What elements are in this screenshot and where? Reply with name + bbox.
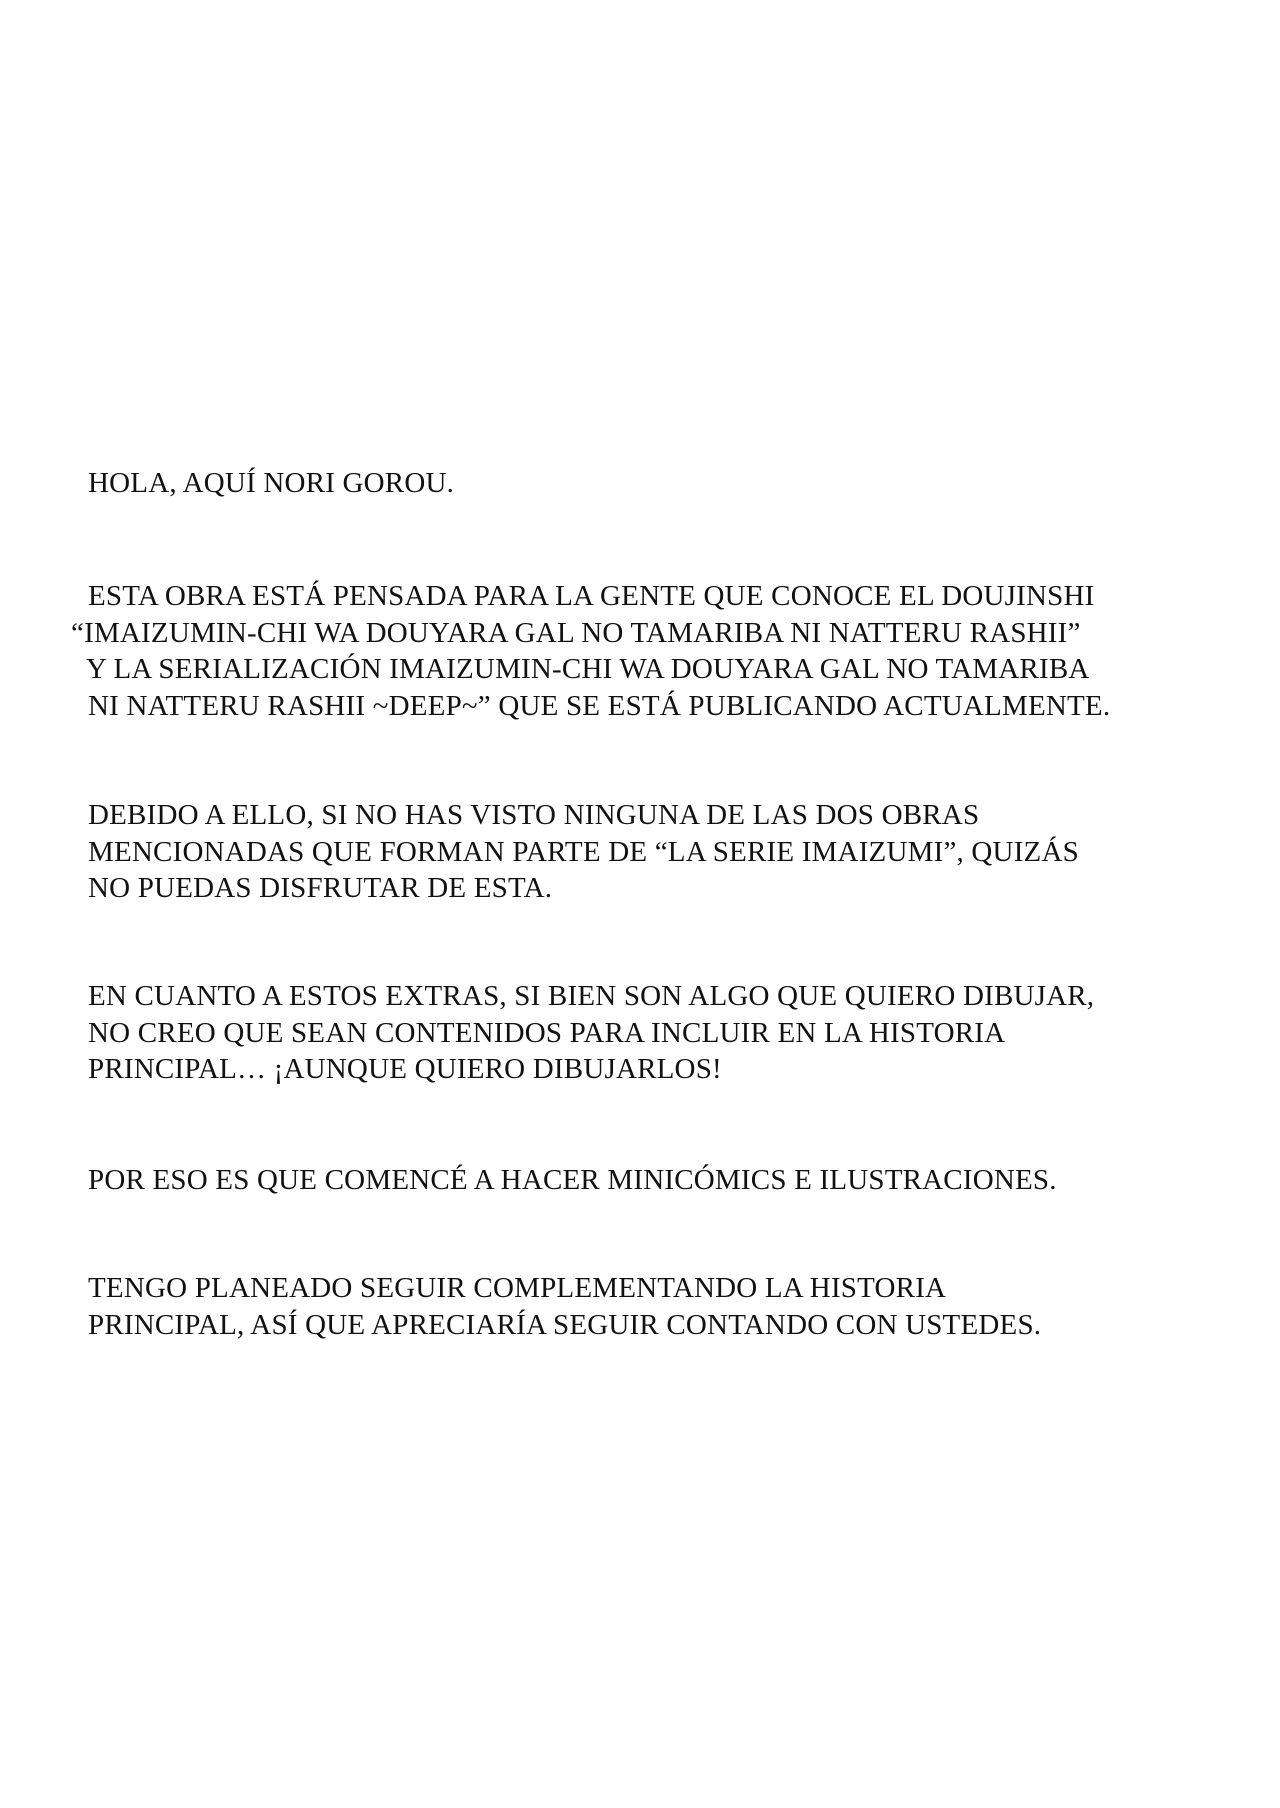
text-line: POR ESO ES QUE COMENCÉ A HACER MINICÓMICS E ILUSTRACIONES.: [88, 1164, 1057, 1196]
text-line: NO CREO QUE SEAN CONTENIDOS PARA INCLUIR EN LA HISTORIA: [88, 1016, 1006, 1049]
text-line: PRINCIPAL… ¡AUNQUE QUIERO DIBUJARLOS!: [88, 1053, 722, 1085]
paragraph-closing: [88, 1270, 1208, 1343]
text-line: DEBIDO A ELLO, SI NO HAS VISTO NINGUNA DE LAS DOS OBRAS: [88, 799, 980, 831]
paragraph-intro: [71, 578, 1208, 724]
text-line: “IMAIZUMIN-CHI WA DOUYARA GAL NO TAMARIBA NI NATTERU RASHII”: [71, 616, 1081, 649]
text-line: TENGO PLANEADO SEGUIR COMPLEMENTANDO LA HISTORIA: [88, 1272, 947, 1304]
paragraph-warning: [88, 797, 1208, 907]
text-line: NO PUEDAS DISFRUTAR DE ESTA.: [88, 872, 553, 904]
text-line: MENCIONADAS QUE FORMAN PARTE DE “LA SERIE IMAIZUMI”, QUIZÁS: [88, 835, 1079, 868]
greeting-text: [88, 465, 1208, 502]
text-line: PRINCIPAL, ASÍ QUE APRECIARÍA SEGUIR CONTANDO CON USTEDES.: [88, 1308, 1042, 1341]
text-line: ESTA OBRA ESTÁ PENSADA PARA LA GENTE QUE CONOCE EL DOUJINSHI: [88, 580, 1095, 612]
text-line: NI NATTERU RASHII ~DEEP~” QUE SE ESTÁ PUBLICANDO ACTUALMENTE.: [88, 689, 1111, 722]
text-line: HOLA, AQUÍ NORI GOROU.: [88, 467, 455, 499]
text-line: EN CUANTO A ESTOS EXTRAS, SI BIEN SON ALGO QUE QUIERO DIBUJAR,: [88, 980, 1095, 1012]
paragraph-extras: [88, 978, 1208, 1088]
text-line: Y LA SERIALIZACIÓN IMAIZUMIN-CHI WA DOUYARA GAL NO TAMARIBA: [86, 653, 1090, 685]
paragraph-minicomics: [88, 1162, 1208, 1199]
